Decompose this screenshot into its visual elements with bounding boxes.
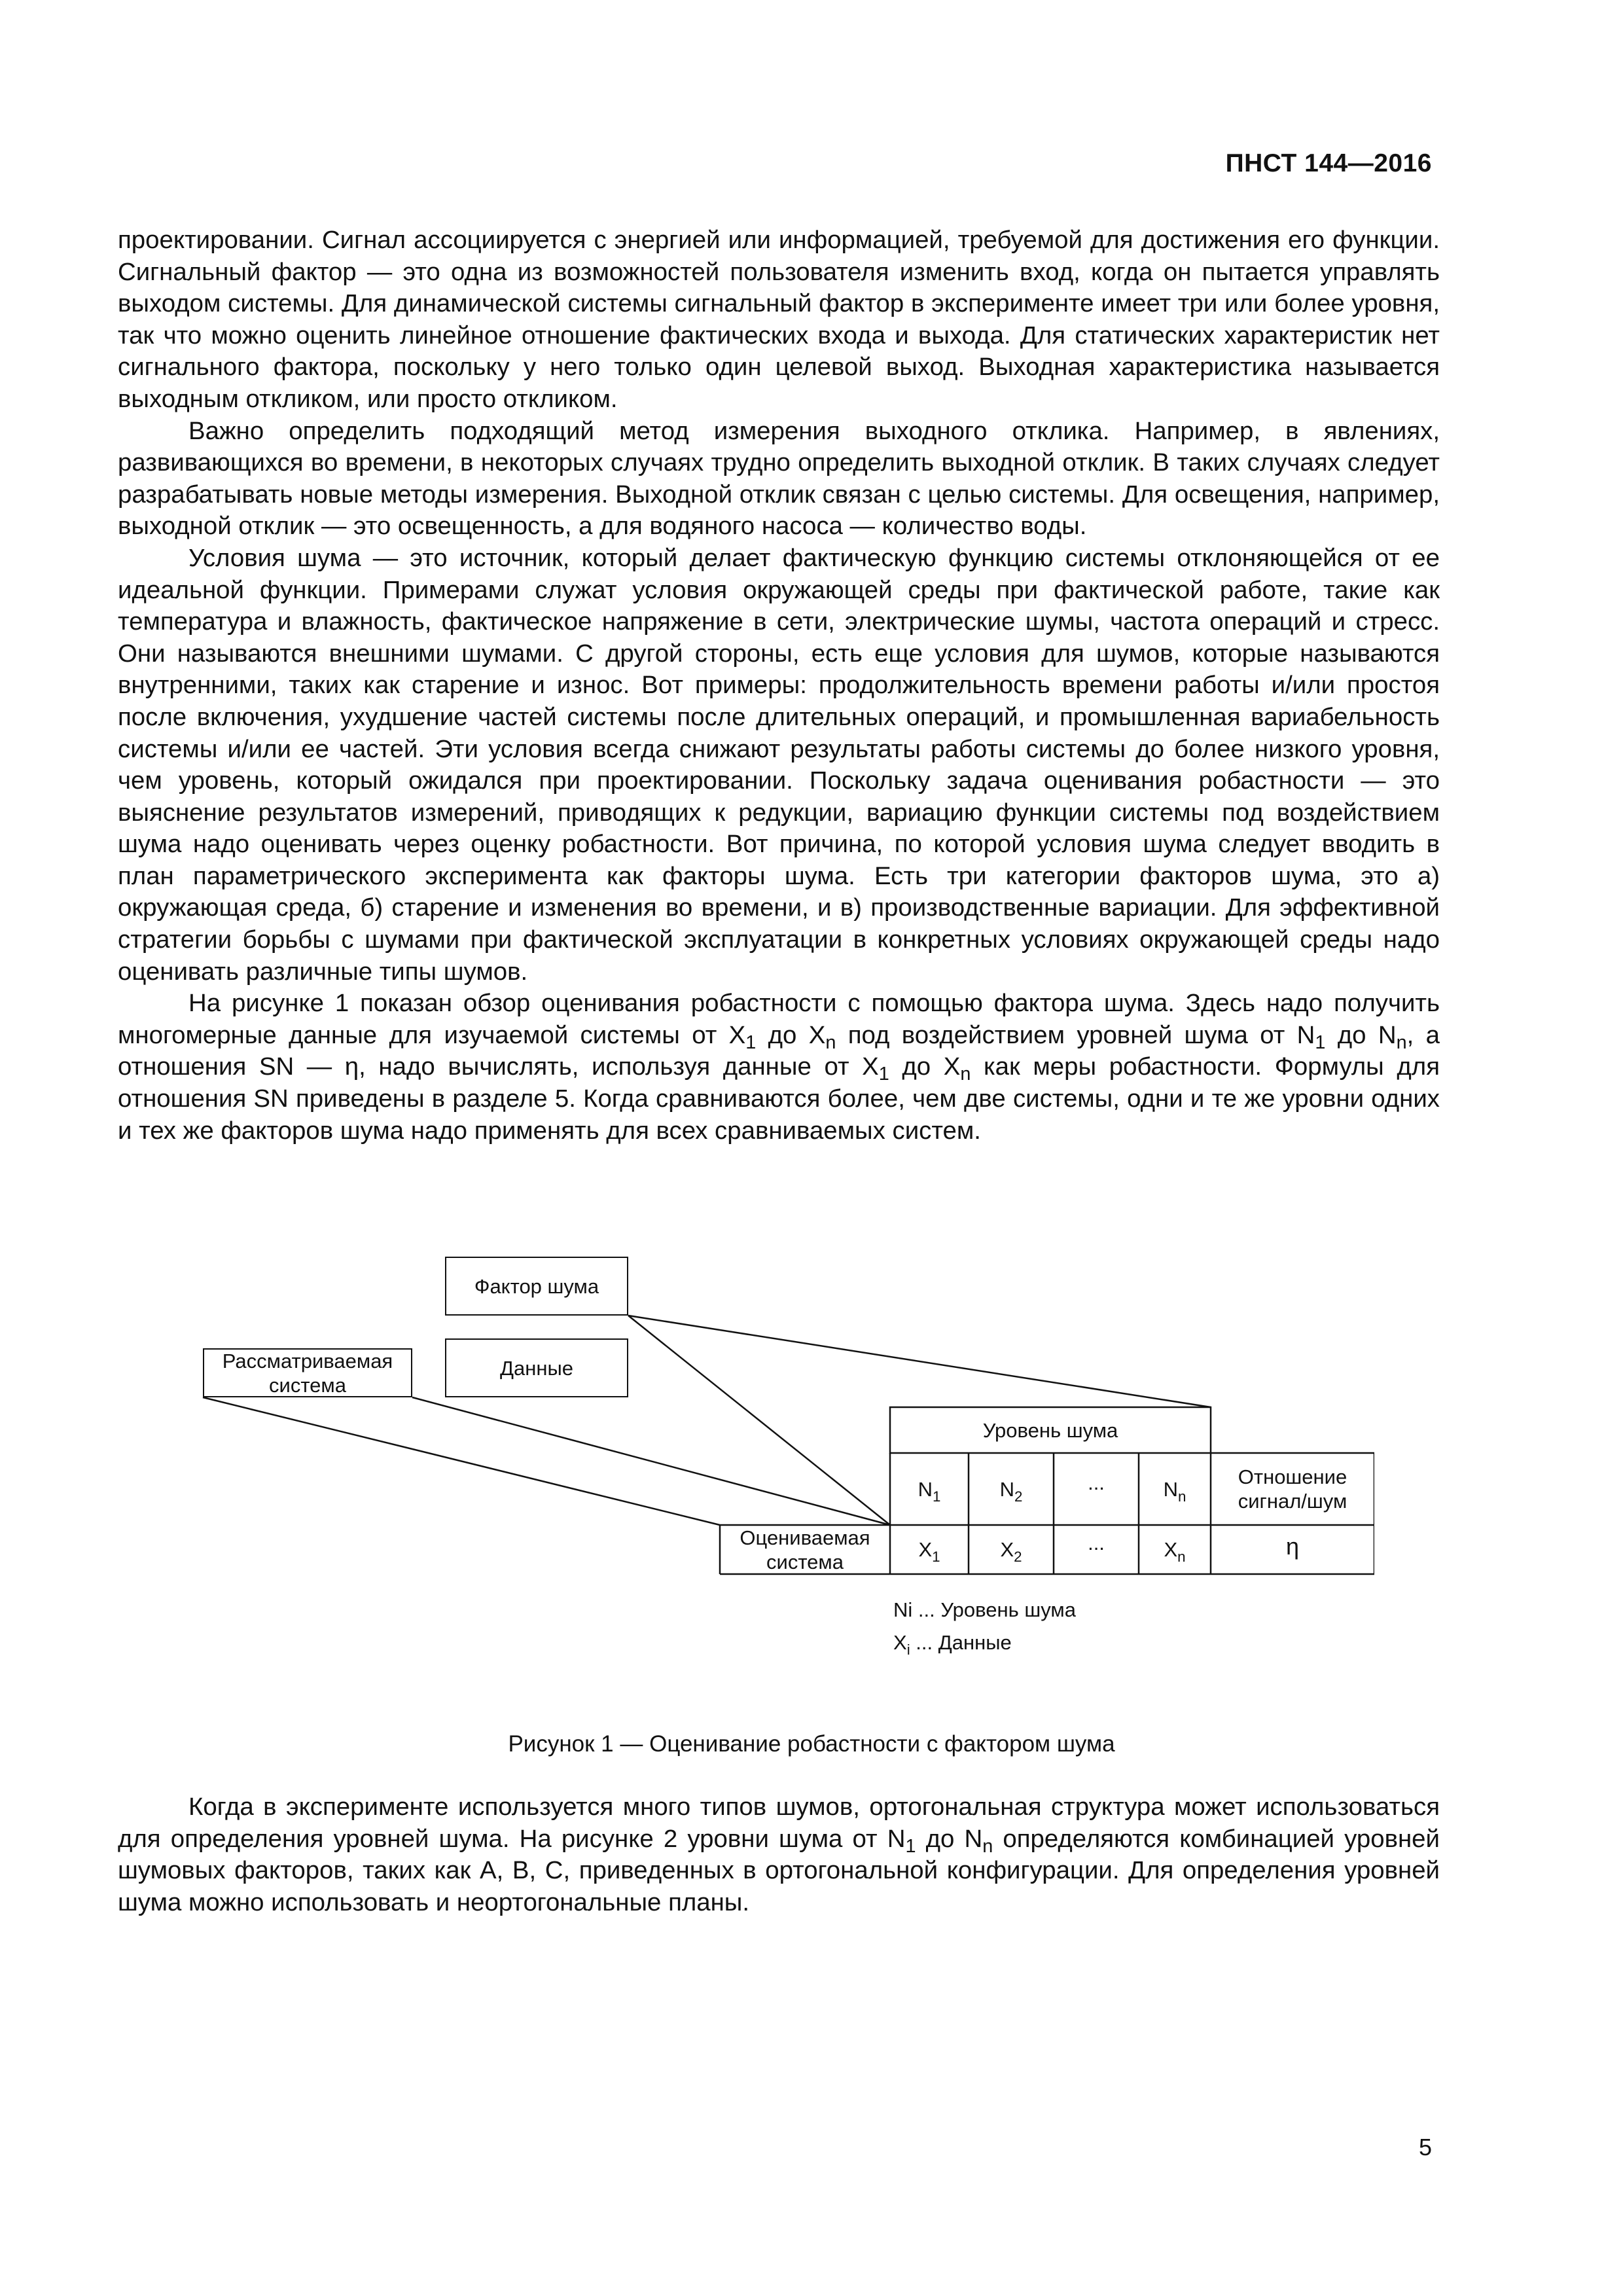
- body-text-top: [118, 224, 1440, 1147]
- data-box: Данные: [445, 1338, 628, 1397]
- noise-factor-box: Фактор шума: [445, 1257, 628, 1316]
- connector-noise-factor-top: [628, 1316, 1211, 1407]
- paragraph-2: Важно определить подходящий метод измерения выходного отклика. Например, в явлениях, развивающихся во времени, в некоторых случаях трудно определить выходной отклик. В таких случаях следует разрабатывать новые методы измерения. Выходной отклик связан с целью системы. Для освещения, например, выходной отклик — это освещенность, а для водяного насоса — количество воды.: [118, 416, 1440, 541]
- document-code: ПНСТ 144—2016: [1225, 149, 1432, 177]
- connector-system-right: [412, 1397, 890, 1525]
- legend-data: $X_i$ ... Данные: [893, 1631, 1012, 1658]
- figure-legend: [893, 1594, 1076, 1659]
- noise-level-ellipsis: ...: [1088, 1471, 1105, 1494]
- data-x2: $X_2$: [1000, 1538, 1022, 1565]
- data-xn: $X_n$: [1164, 1538, 1186, 1565]
- paragraph-1: проектировании. Сигнал ассоциируется с энергией или информацией, требуемой для достижения его функции. Сигнальный фактор — это одна из возможностей пользователя изменить вход, когда он пытается управлять выходом системы. Для динамической системы сигнальный фактор в эксперименте имеет три или более уровня, так что можно оценить линейное отношение фактических входа и выхода. Для статических характеристик нет сигнального фактора, поскольку у него только один целевой выход. Выходная характеристика называется выходным откликом, или просто откликом.: [118, 226, 1440, 413]
- figure-1: [196, 1257, 1374, 1676]
- evaluated-system-cell: Оцениваемая система: [740, 1526, 870, 1573]
- legend-noise-level: Ni ... Уровень шума: [893, 1598, 1076, 1621]
- data-ellipsis: ...: [1088, 1532, 1105, 1554]
- data-x1: $X_1$: [918, 1538, 940, 1565]
- noise-level-nn: $N_n$: [1163, 1477, 1186, 1505]
- paragraph-5: Когда в эксперименте используется много типов шумов, ортогональная структура может использоваться для определения уровней шума. На рисунке 2 уровни шума от $N_1$ до $N_n$ определяются комбинацией уровней шумовых факторов, таких как А, В, С, приведенных в ортогональной конфигурации. Для определения уровней шума можно использовать и неортогональные планы.: [118, 1793, 1440, 1916]
- noise-level-n1: $N_1$: [918, 1477, 941, 1505]
- noise-level-header: Уровень шума: [982, 1418, 1118, 1442]
- noise-level-n2: $N_2$: [999, 1477, 1023, 1505]
- page-number: 5: [1418, 2134, 1432, 2161]
- considered-system-box: Рассматриваемая система: [203, 1348, 412, 1397]
- figure-caption: Рисунок 1 — Оценивание робастности с фактором шума: [508, 1731, 1115, 1757]
- sn-ratio-eta: η: [1285, 1533, 1300, 1560]
- paragraph-4: На рисунке 1 показан обзор оценивания робастности с помощью фактора шума. Здесь надо получить многомерные данные для изучаемой системы от $X_1$ до $X_n$ под воздействием уровней шума от $N_1$ до $N_n$, а отношения SN — η, надо вычислять, используя данные от $X_1$ до $X_n$ как меры робастности. Формулы для отношения SN приведены в разделе 5. Когда сравниваются более, чем две системы, одни и те же уровни одних и тех же факторов шума надо применять для всех сравниваемых систем.: [118, 989, 1440, 1145]
- connector-noise-factor-bottom: [628, 1316, 890, 1525]
- body-text-bottom: [118, 1791, 1440, 1918]
- connector-system-left: [203, 1397, 720, 1525]
- sn-ratio-header: Отношение сигнал/шум: [1238, 1465, 1347, 1513]
- paragraph-3: Условия шума — это источник, который делает фактическую функцию системы отклоняющейся от ее идеальной функции. Примерами служат условия окружающей среды при фактической работе, такие как температура и влажность, фактическое напряжение в сети, электрические шумы, частота операций и стресс. Они называются внешними шумами. С другой стороны, есть еще условия для шумов, которые называются внутренними, таких как старение и износ. Вот примеры: продолжительность времени работы и/или простоя после включения, ухудшение частей системы после длительных операций, и промышленная вариабельность системы и/или ее частей. Эти условия всегда снижают результаты работы системы до более низкого уровня, чем уровень, который ожидался при проектировании. Поскольку задача оценивания робастности — это выяснение результатов измерений, приводящих к редукции, вариацию функции системы под воздействием шума надо оценивать через оценку робастности. Вот причина, по которой условия шума следует вводить в план параметрического эксперимента как факторы шума. Есть три категории факторов шума, это а) окружающая среда, б) старение и изменения во времени, и в) производственные вариации. Для эффективной стратегии борьбы с шумами при фактической эксплуатации в конкретных условиях окружающей среды надо оценивать различные типы шумов.: [118, 543, 1440, 986]
